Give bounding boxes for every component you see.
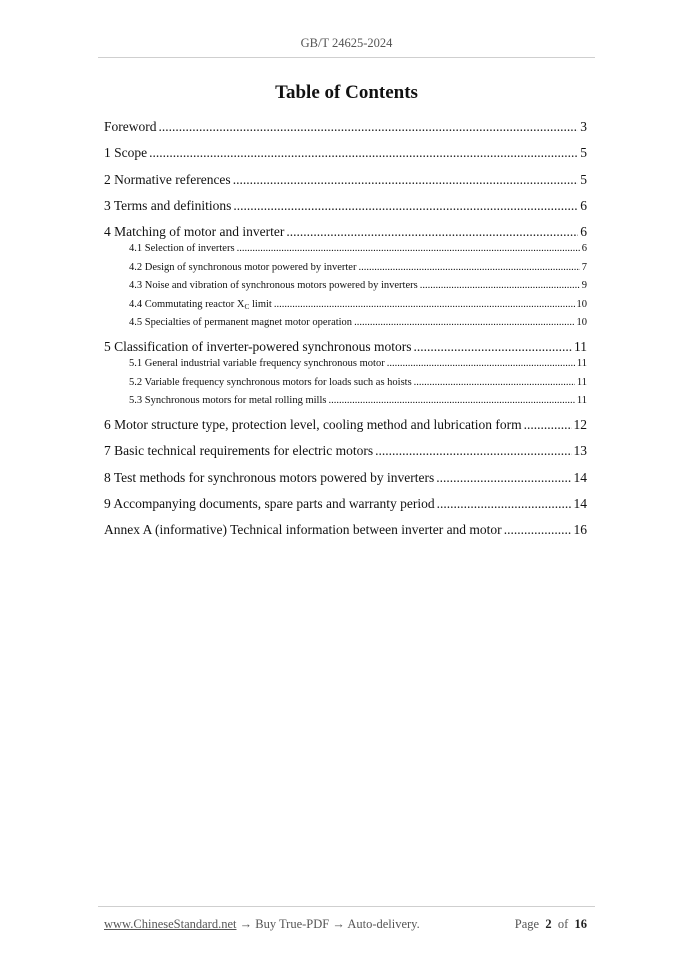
dot-leader: [414, 376, 575, 390]
dot-leader: [358, 261, 579, 275]
toc-entry-label: 3 Terms and definitions: [104, 197, 232, 213]
toc-page-number: 3: [580, 119, 587, 134]
toc-page-number: 10: [576, 298, 587, 310]
toc-page-number: 6: [581, 243, 587, 255]
dot-leader: [328, 394, 574, 408]
toc-entry-structure[interactable]: [104, 415, 587, 441]
toc-entry-label: 1 Scope: [104, 145, 148, 161]
dot-leader: [524, 415, 572, 435]
toc-entry-5-3[interactable]: [104, 394, 587, 415]
current-page-number: 2: [545, 917, 552, 931]
page-indicator: [515, 917, 587, 932]
dot-leader: [159, 117, 579, 137]
dot-leader: [149, 143, 578, 163]
dot-leader: [436, 468, 571, 488]
dot-leader: [354, 316, 574, 330]
toc-page-number: 11: [576, 358, 587, 370]
buy-text: Buy True-PDF: [255, 917, 330, 931]
toc-entry-4-5[interactable]: [104, 316, 587, 337]
dot-leader: [375, 441, 571, 461]
toc-entry-5-2[interactable]: [104, 376, 587, 394]
toc-page-number: 11: [576, 376, 587, 388]
toc-page-number: 6: [580, 197, 587, 213]
page-title: Table of Contents: [275, 82, 418, 103]
toc-entry-label: 8 Test methods for synchronous motors powered by inverters: [104, 469, 435, 485]
toc-page-number: 11: [576, 395, 587, 407]
arrow-right-icon: →: [332, 917, 345, 931]
toc-entry-test-methods[interactable]: [104, 468, 587, 494]
toc-entry-annex-a[interactable]: [104, 520, 587, 546]
toc-entry-terms[interactable]: [104, 196, 587, 222]
dot-leader: [233, 196, 578, 216]
dot-leader: [420, 279, 580, 293]
footer-promo: [104, 917, 420, 932]
toc-page-number: 9: [581, 280, 587, 292]
footer-divider: [98, 906, 595, 907]
of-label: of: [557, 917, 569, 931]
dot-leader: [286, 222, 578, 242]
page-label: Page: [514, 917, 540, 931]
document-header: GB/T 24625-2024: [300, 36, 393, 50]
dot-leader: [237, 242, 580, 256]
toc-entry-label: 4.5 Specialties of permanent magnet motor operation: [129, 317, 353, 329]
toc-page-number: 5: [580, 145, 587, 161]
toc-entry-label: 7 Basic technical requirements for electric motors: [104, 443, 374, 459]
dot-leader: [233, 170, 579, 190]
dot-leader: [437, 494, 572, 514]
toc-entry-label: 4.3 Noise and vibration of synchronous motors powered by inverters: [129, 280, 418, 292]
toc-entry-label: 4 Matching of motor and inverter: [104, 224, 285, 240]
toc-entry-5-1[interactable]: [104, 357, 587, 375]
delivery-text: Auto-delivery.: [347, 917, 420, 931]
toc-entry-documents[interactable]: [104, 494, 587, 520]
subscript: C: [244, 301, 250, 311]
toc-entry-label: Foreword: [104, 119, 157, 134]
toc-page-number: 14: [573, 496, 587, 512]
total-pages: 16: [574, 917, 587, 931]
arrow-right-icon: →: [239, 917, 253, 931]
toc-entry-foreword[interactable]: [104, 117, 587, 143]
toc-entry-label: 5.2 Variable frequency synchronous motors for loads such as hoists: [129, 376, 412, 388]
toc-page-number: 13: [573, 443, 587, 459]
toc-entry-normative-references[interactable]: [104, 170, 587, 196]
page-footer: [104, 917, 587, 932]
toc-entry-label: 5.1 General industrial variable frequency synchronous motor: [129, 358, 385, 370]
dot-leader: [387, 357, 575, 371]
dot-leader: [504, 520, 572, 540]
toc-page-number: 7: [581, 261, 587, 273]
toc-page-number: 14: [573, 469, 587, 485]
toc-page-number: 16: [573, 522, 587, 538]
table-of-contents: [104, 117, 587, 547]
toc-page-number: 5: [580, 171, 587, 187]
toc-page-number: 10: [576, 317, 587, 329]
toc-entry-4-3[interactable]: [104, 279, 587, 297]
toc-entry-4-4[interactable]: [104, 298, 587, 316]
dot-leader: [414, 337, 572, 357]
toc-entry-label: 5.3 Synchronous motors for metal rolling mills: [129, 395, 327, 407]
toc-entry-4-2[interactable]: [104, 261, 587, 279]
toc-entry-label: 9 Accompanying documents, spare parts and warranty period: [104, 496, 435, 512]
toc-entry-label: 6 Motor structure type, protection level, cooling method and lubrication form: [104, 417, 522, 433]
toc-page-number: 6: [580, 224, 587, 240]
toc-entry-label: 4.4 Commutating reactor $X_C$ limit: [129, 298, 272, 311]
toc-entry-label: 4.1 Selection of inverters: [129, 243, 235, 255]
toc-page-number: 11: [574, 339, 587, 355]
toc-entry-scope[interactable]: [104, 143, 587, 169]
header-divider: [98, 57, 595, 58]
dot-leader: [274, 298, 575, 312]
toc-entry-label: 2 Normative references: [104, 171, 231, 187]
toc-entry-4-1[interactable]: [104, 242, 587, 260]
toc-entry-label: 4.2 Design of synchronous motor powered by inverter: [129, 261, 357, 273]
toc-entry-label: 5 Classification of inverter-powered synchronous motors: [104, 339, 412, 355]
toc-entry-label: Annex A (informative) Technical information between inverter and motor: [104, 522, 502, 538]
site-link[interactable]: www.ChineseStandard.net: [104, 917, 237, 931]
toc-entry-requirements[interactable]: [104, 441, 587, 467]
toc-page-number: 12: [573, 417, 587, 433]
